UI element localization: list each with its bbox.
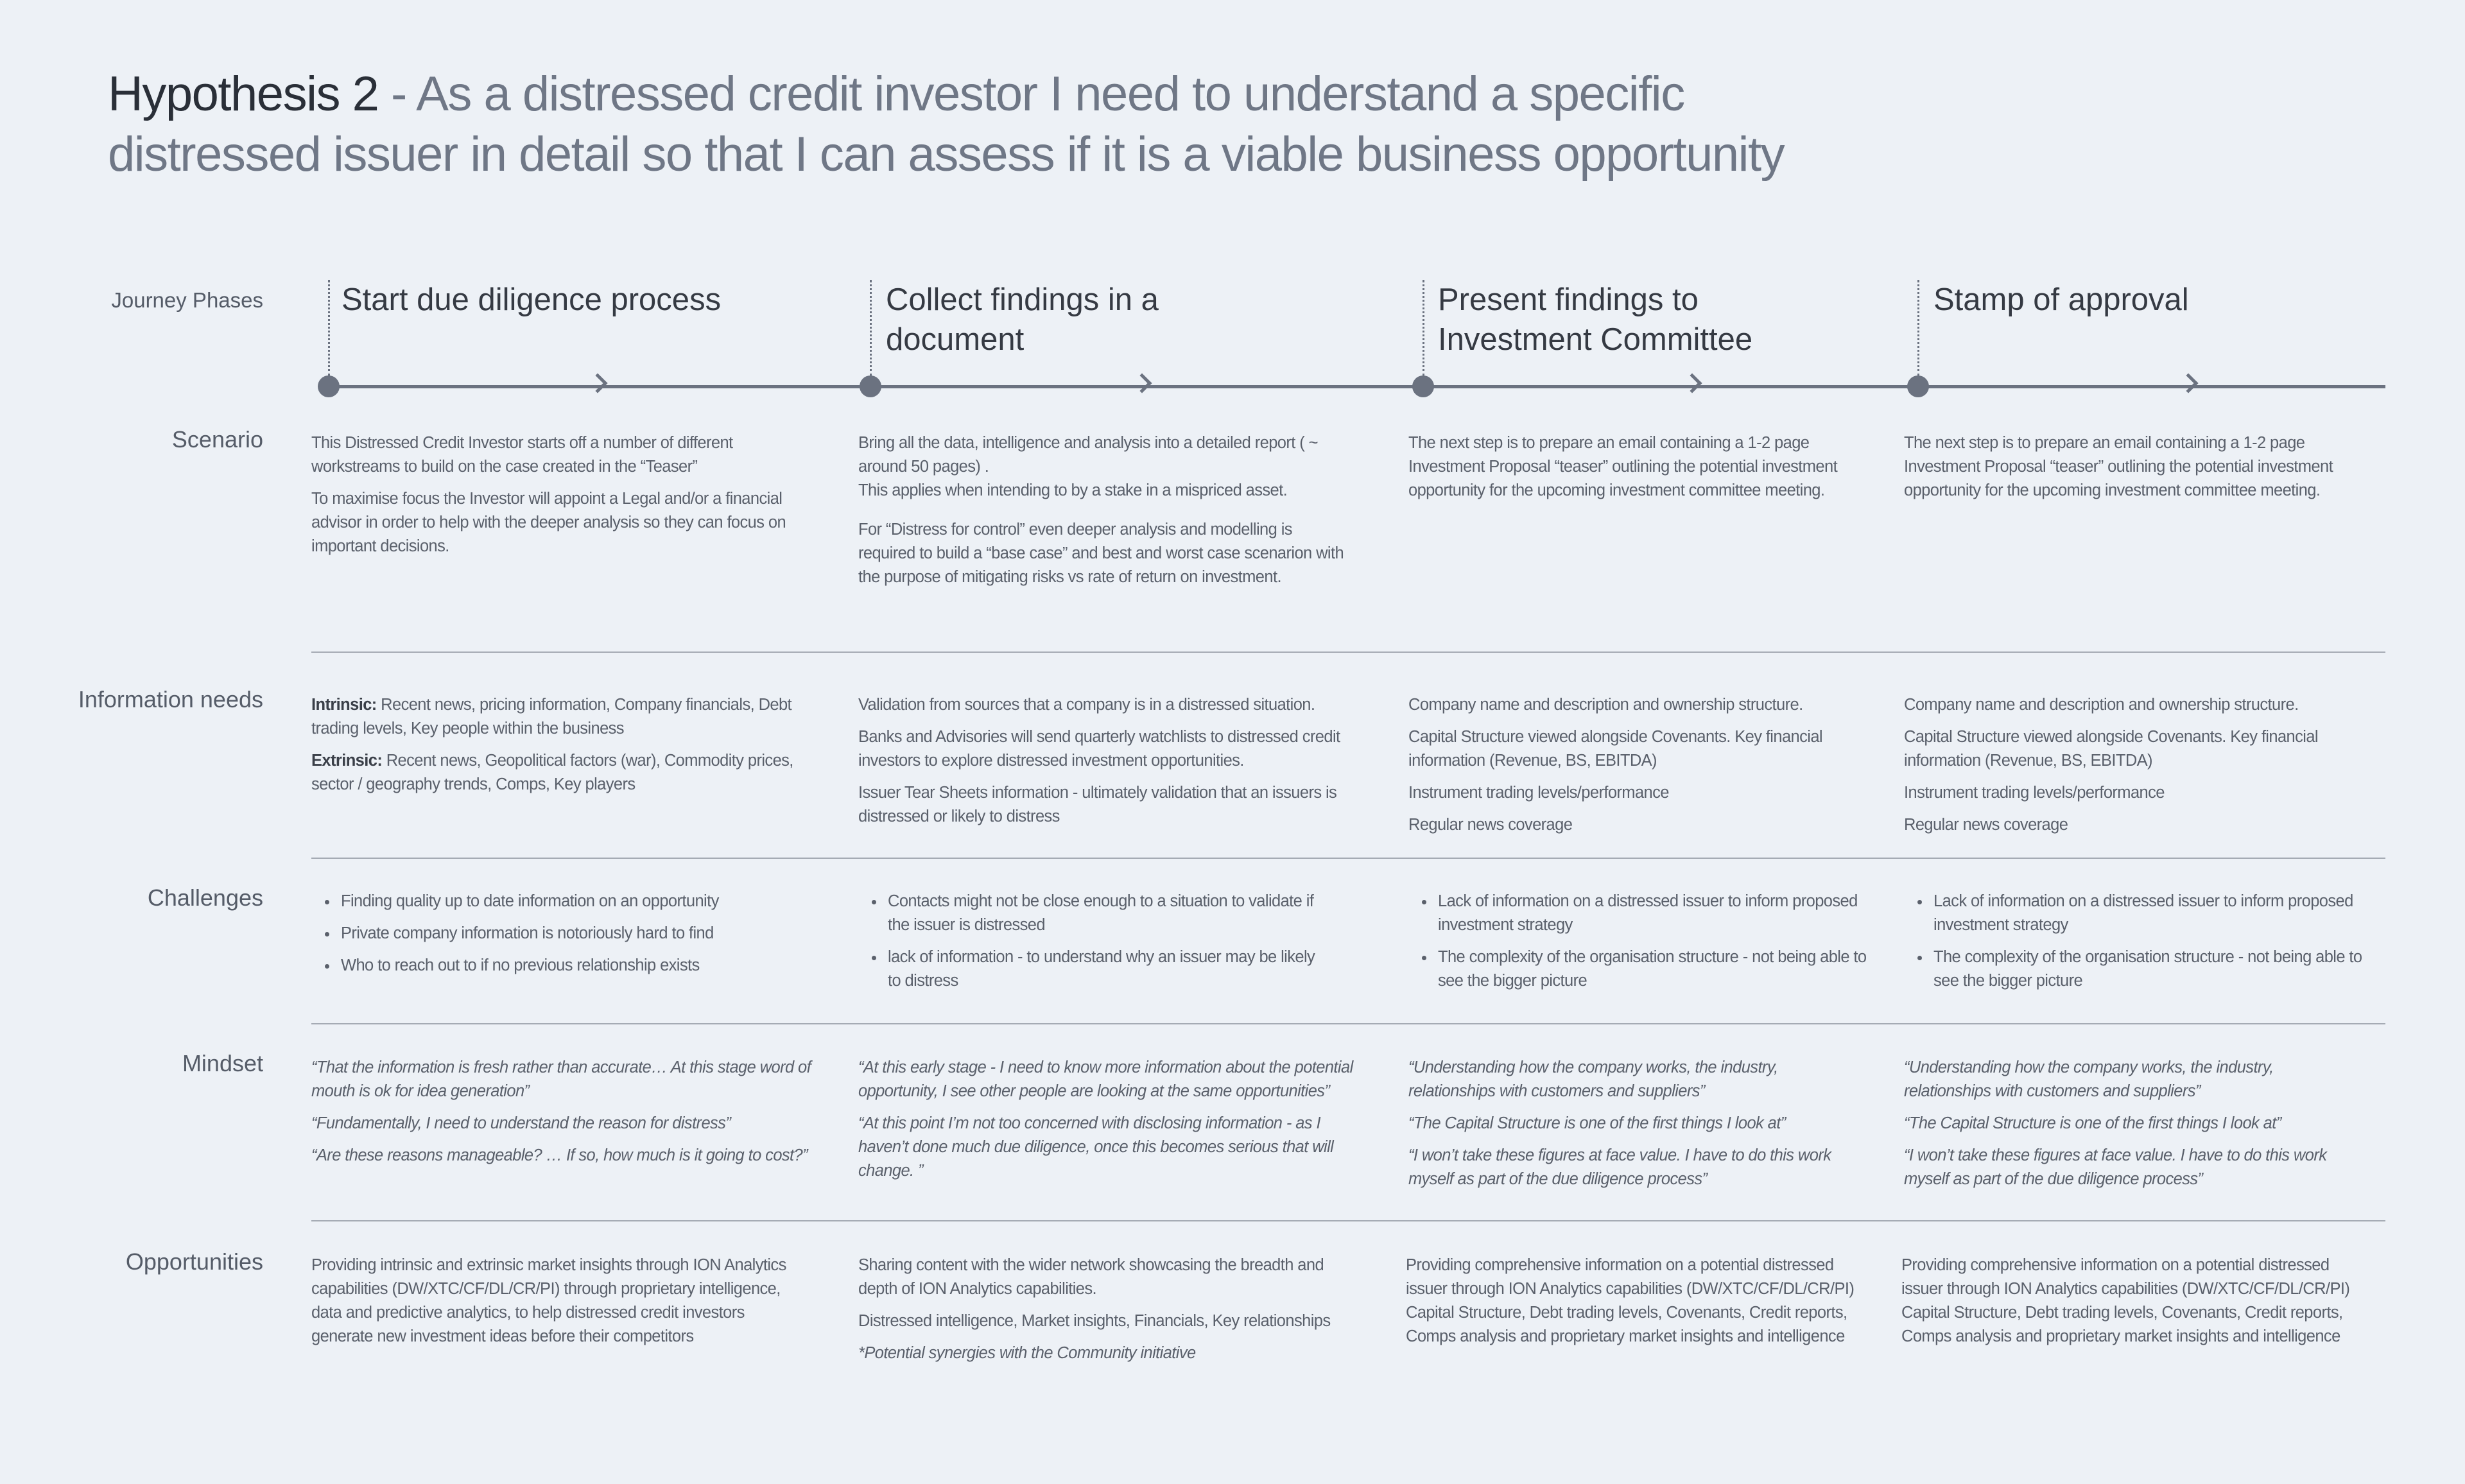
info-text: Issuer Tear Sheets information - ultimately validation that an issuers is distressed or likely to distress [858,784,1337,825]
mindset-quote: “The Capital Structure is one of the first things I look at” [1408,1114,1786,1132]
mindset-quote: “I won’t take these figures at face value. I have to do this work myself as part of the due diligence process” [1904,1146,2327,1188]
hypothesis-statement: - As a distressed credit investor I need to understand a specific distressed issuer in detail so that I can assess if it is a viable business opportunity [108,67,1785,182]
extrinsic-label: Extrinsic: [311,752,383,770]
intrinsic-label: Intrinsic: [311,696,377,714]
scenario-cell-2 [858,431,1346,598]
challenges-list [1408,890,1883,993]
opportunity-text: Providing intrinsic and extrinsic market insights through ION Analytics capabilities (DW/XTC/CF/DL/CR/PI) through proprietary intelligence, data and predictive analytics, to help distressed credit investors generate new investment ideas before their competitors [311,1256,786,1345]
phase-dot [318,375,340,397]
chevron-right-icon [587,373,607,393]
mindset-quote: “Fundamentally, I need to understand the reason for distress” [311,1114,731,1132]
mindset-quote: “At this point I’m not too concerned with disclosing information - as I haven’t done much due diligence, once this becomes serious that will change. ” [858,1114,1334,1180]
opportunities-cell-3 [1406,1254,1868,1357]
opportunity-text: Providing comprehensive information on a potential distressed issuer through ION Analytics capabilities (DW/XTC/CF/DL/CR/PI) Capital Structure, Debt trading levels, Covenants, Credit reports, Comps analysis and proprietary market insights and intelligence [1901,1256,2350,1345]
scenario-text: The next step is to prepare an email containing a 1-2 page Investment Proposal “teaser” outlining the potential investment opportunity for the upcoming investment committee meeting. [1408,434,1838,499]
challenge-item: • Who to reach out to if no previous relationship exists [338,954,799,978]
info-text: Validation from sources that a company is in a distressed situation. [858,696,1315,714]
row-divider [311,1220,2385,1221]
info-text: Instrument trading levels/performance [1408,784,1669,802]
journey-timeline [327,385,2385,388]
mindset-cell-3 [1408,1056,1858,1200]
mindset-cell-2 [858,1056,1359,1191]
phase-title-1: Start due diligence process [342,282,722,317]
info-extrinsic [311,749,799,797]
phase-dot [860,375,881,397]
mindset-quote: “The Capital Structure is one of the first things I look at” [1904,1114,2281,1132]
mindset-quote: “That the information is fresh rather than accurate… At this stage word of mouth is ok for idea generation” [311,1058,811,1100]
mindset-cell-1 [311,1056,818,1176]
row-label-mindset: Mindset [182,1050,263,1076]
opportunity-text: Distressed intelligence, Market insights, Financials, Key relationships [858,1312,1331,1330]
challenges-cell-2 [858,890,1320,1001]
page-title [108,64,1841,185]
info-text: Company name and description and ownership structure. [1904,696,2299,714]
scenario-cell-4 [1904,431,2353,511]
mindset-quote: “Understanding how the company works, the industry, relationships with customers and suppliers” [1408,1058,1778,1100]
chevron-right-icon [2178,373,2198,393]
scenario-cell-1 [311,431,799,567]
chevron-right-icon [1132,373,1152,393]
extrinsic-text: Recent news, Geopolitical factors (war), Commodity prices, sector / geography trends, Comps, Key players [311,752,793,793]
mindset-quote: “At this early stage - I need to know more information about the potential opportunity, I see other people are looking at the same opportunities” [858,1058,1353,1100]
row-divider [311,651,2385,653]
challenge-item: • lack of information - to understand why an issuer may be likely to distress [885,945,1320,993]
hypothesis-label: Hypothesis 2 [108,67,379,121]
challenges-cell-3 [1408,890,1883,1001]
info-cell-3 [1408,693,1871,845]
info-cell-2 [858,693,1365,837]
info-text: Banks and Advisories will send quarterly watchlists to distressed credit investors to explore distressed investment opportunities. [858,728,1340,770]
challenges-list [311,890,799,978]
challenge-item: • The complexity of the organisation structure - not being able to see the bigger picture [1435,945,1883,993]
row-label-journey-phases: Journey Phases [111,288,263,312]
phase-marker-line [328,280,330,376]
challenges-list [1904,890,2379,993]
opportunity-text: Providing comprehensive information on a potential distressed issuer through ION Analytics capabilities (DW/XTC/CF/DL/CR/PI) Capital Structure, Debt trading levels, Covenants, Credit reports, Comps analysis and proprietary market insights and intelligence [1406,1256,1855,1345]
phase-dot [1907,375,1929,397]
challenge-item: • Lack of information on a distressed issuer to inform proposed investment strategy [1435,890,1883,937]
chevron-right-icon [1682,373,1702,393]
row-label-opportunities: Opportunities [125,1248,263,1275]
row-divider [311,858,2385,859]
challenge-item: • Private company information is notoriously hard to find [338,922,799,945]
opportunity-note: *Potential synergies with the Community initiative [858,1344,1196,1362]
info-cell-4 [1904,693,2366,845]
challenge-item: • Contacts might not be close enough to a situation to validate if the issuer is distressed [885,890,1320,937]
scenario-text: To maximise focus the Investor will appoint a Legal and/or a financial advisor in order to help with the deeper analysis so they can focus on important decisions. [311,490,786,555]
info-text: Regular news coverage [1904,816,2068,834]
row-label-information-needs: Information needs [78,686,263,712]
row-divider [311,1023,2385,1024]
info-text: Instrument trading levels/performance [1904,784,2165,802]
mindset-cell-4 [1904,1056,2353,1200]
info-cell-1 [311,693,799,805]
info-text: Capital Structure viewed alongside Covenants. Key financial information (Revenue, BS, EBITDA) [1408,728,1822,770]
info-intrinsic [311,693,799,741]
mindset-quote: “I won’t take these figures at face value. I have to do this work myself as part of the due diligence process” [1408,1146,1831,1188]
phase-marker-line [870,280,872,376]
scenario-text: This applies when intending to by a stake in a mispriced asset. [858,481,1288,499]
phase-marker-line [1917,280,1919,376]
opportunities-cell-1 [311,1254,799,1357]
phase-dot [1412,375,1434,397]
row-label-scenario: Scenario [171,426,263,453]
opportunities-cell-2 [858,1254,1346,1374]
challenge-item: • Finding quality up to date information on an opportunity [338,890,799,913]
phase-title-3: Present findings to Investment Committee [1438,282,1753,357]
info-text: Capital Structure viewed alongside Covenants. Key financial information (Revenue, BS, EBITDA) [1904,728,2318,770]
challenges-cell-1 [311,890,799,986]
scenario-text: Bring all the data, intelligence and analysis into a detailed report ( ~ around 50 pages) . [858,434,1318,476]
mindset-quote: “Are these reasons manageable? … If so, how much is it going to cost?” [311,1146,808,1164]
scenario-text: This Distressed Credit Investor starts off a number of different workstreams to build on the case created in the “Teaser” [311,434,733,476]
phase-title-4: Stamp of approval [1933,282,2189,317]
mindset-quote: “Understanding how the company works, the industry, relationships with customers and suppliers” [1904,1058,2274,1100]
scenario-cell-3 [1408,431,1858,511]
phase-marker-line [1423,280,1424,376]
intrinsic-text: Recent news, pricing information, Company financials, Debt trading levels, Key people within the business [311,696,792,738]
opportunities-cell-4 [1901,1254,2364,1357]
challenge-item: • The complexity of the organisation structure - not being able to see the bigger picture [1931,945,2379,993]
phase-title-2: Collect findings in a document [886,282,1159,357]
challenges-list [858,890,1320,993]
scenario-text: The next step is to prepare an email containing a 1-2 page Investment Proposal “teaser” outlining the potential investment opportunity for the upcoming investment committee meeting. [1904,434,2333,499]
scenario-text: For “Distress for control” even deeper analysis and modelling is required to build a “base case” and best and worst case scenarion with the purpose of mitigating risks vs rate of return on investment. [858,521,1344,586]
row-label-challenges: Challenges [147,884,263,911]
info-text: Company name and description and ownership structure. [1408,696,1803,714]
challenges-cell-4 [1904,890,2379,1001]
challenge-item: • Lack of information on a distressed issuer to inform proposed investment strategy [1931,890,2379,937]
info-text: Regular news coverage [1408,816,1573,834]
opportunity-text: Sharing content with the wider network showcasing the breadth and depth of ION Analytics capabilities. [858,1256,1324,1298]
